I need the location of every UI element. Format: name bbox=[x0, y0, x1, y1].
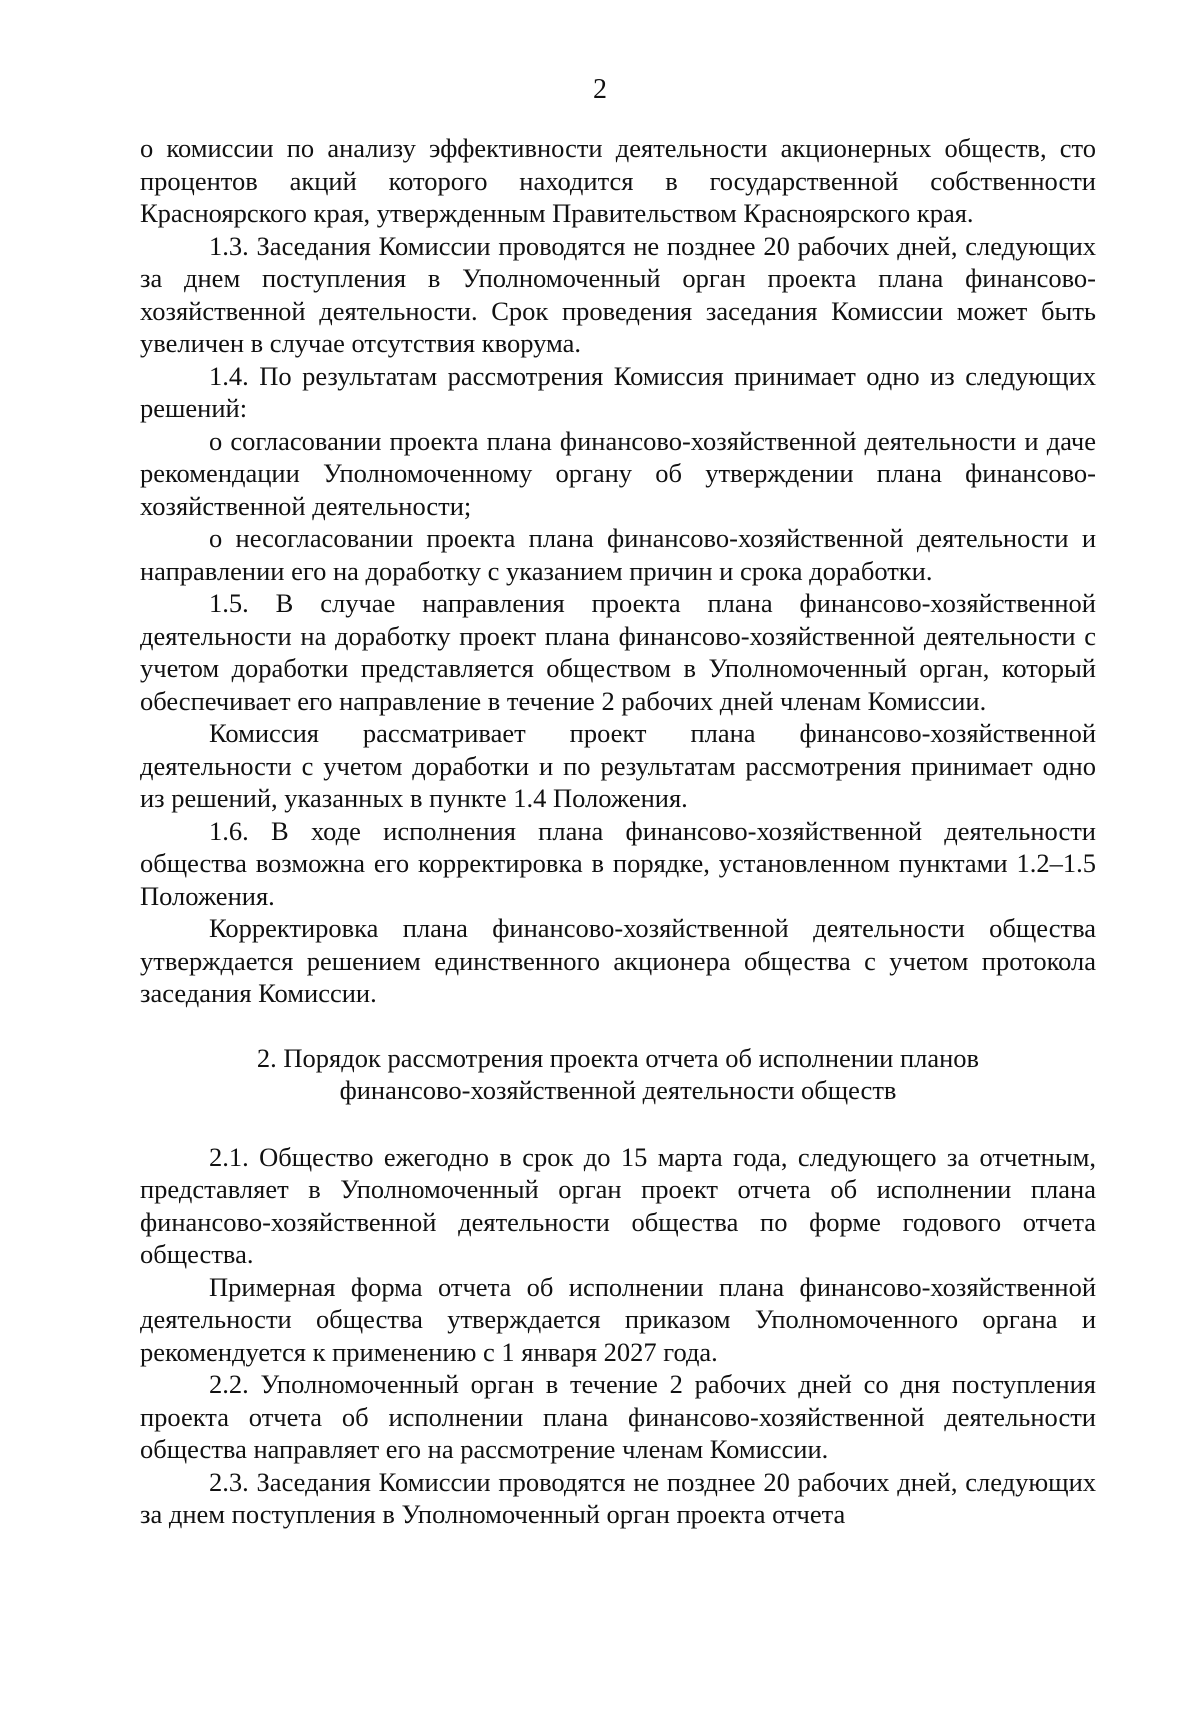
page-number: 2 bbox=[593, 74, 607, 105]
decision-option-approve: о согласовании проекта плана финансово-хозяйственной деятельности и даче рекомендации Уполномоченному органу об утверждении плана финансово-хозяйственной деятельности; bbox=[140, 425, 1096, 521]
section-2-heading-line-1: 2. Порядок рассмотрения проекта отчета об исполнении планов bbox=[256, 1042, 980, 1073]
paragraph-2-1: 2.1. Общество ежегодно в срок до 15 марта года, следующего за отчетным, представляет в Уполномоченный орган проект отчета об исполнении плана финансово-хозяйственной деятельности общества по форме годового отчета общества. bbox=[140, 1141, 1096, 1269]
section-2-heading-line-2: финансово-хозяйственной деятельности обществ bbox=[339, 1075, 897, 1105]
paragraph-1-3: 1.3. Заседания Комиссии проводятся не позднее 20 рабочих дней, следующих за днем поступления в Уполномоченный орган проекта плана финансово-хозяйственной деятельности. Срок проведения заседания Комиссии может быть увеличен в случае отсутствия кворума. bbox=[140, 230, 1096, 358]
paragraph-1-4: 1.4. По результатам рассмотрения Комиссия принимает одно из следующих решений: bbox=[140, 360, 1096, 423]
document-body bbox=[140, 132, 1096, 1531]
decision-option-reject: о несогласовании проекта плана финансово-хозяйственной деятельности и направлении его на доработку с указанием причин и срока доработки. bbox=[140, 523, 1096, 586]
paragraph-2-1-form: Примерная форма отчета об исполнении плана финансово-хозяйственной деятельности общества утверждается приказом Уполномоченного органа и рекомендуется к применению с 1 января 2027 года. bbox=[140, 1271, 1096, 1367]
paragraph-1-5: 1.5. В случае направления проекта плана финансово-хозяйственной деятельности на доработку проект плана финансово-хозяйственной деятельности с учетом доработки представляется обществом в Уполномоченный орган, который обеспечивает его направление в течение 2 рабочих дней членам Комиссии. bbox=[140, 588, 1096, 716]
paragraph-continuation: о комиссии по анализу эффективности деятельности акционерных обществ, сто процентов акций которого находится в государственной собственности Красноярского края, утвержденным Правительством Красноярского края. bbox=[140, 133, 1096, 228]
paragraph-2-2: 2.2. Уполномоченный орган в течение 2 рабочих дней со дня поступления проекта отчета об исполнении плана финансово-хозяйственной деятельности общества направляет его на рассмотрение членам Комиссии. bbox=[140, 1369, 1096, 1464]
paragraph-1-6: 1.6. В ходе исполнения плана финансово-хозяйственной деятельности общества возможна его корректировка в порядке, установленном пунктами 1.2–1.5 Положения. bbox=[140, 815, 1096, 911]
paragraph-2-3: 2.3. Заседания Комиссии проводятся не позднее 20 рабочих дней, следующих за днем поступления в Уполномоченный орган проекта отчета bbox=[140, 1466, 1096, 1529]
paragraph-1-6-correction: Корректировка плана финансово-хозяйственной деятельности общества утверждается решением единственного акционера общества с учетом протокола заседания Комиссии. bbox=[140, 913, 1096, 1008]
paragraph-1-5-commission: Комиссия рассматривает проект плана финансово-хозяйственной деятельности с учетом доработки и по результатам рассмотрения принимает одно из решений, указанных в пункте 1.4 Положения. bbox=[140, 718, 1096, 813]
section-2-heading bbox=[140, 1042, 1096, 1107]
